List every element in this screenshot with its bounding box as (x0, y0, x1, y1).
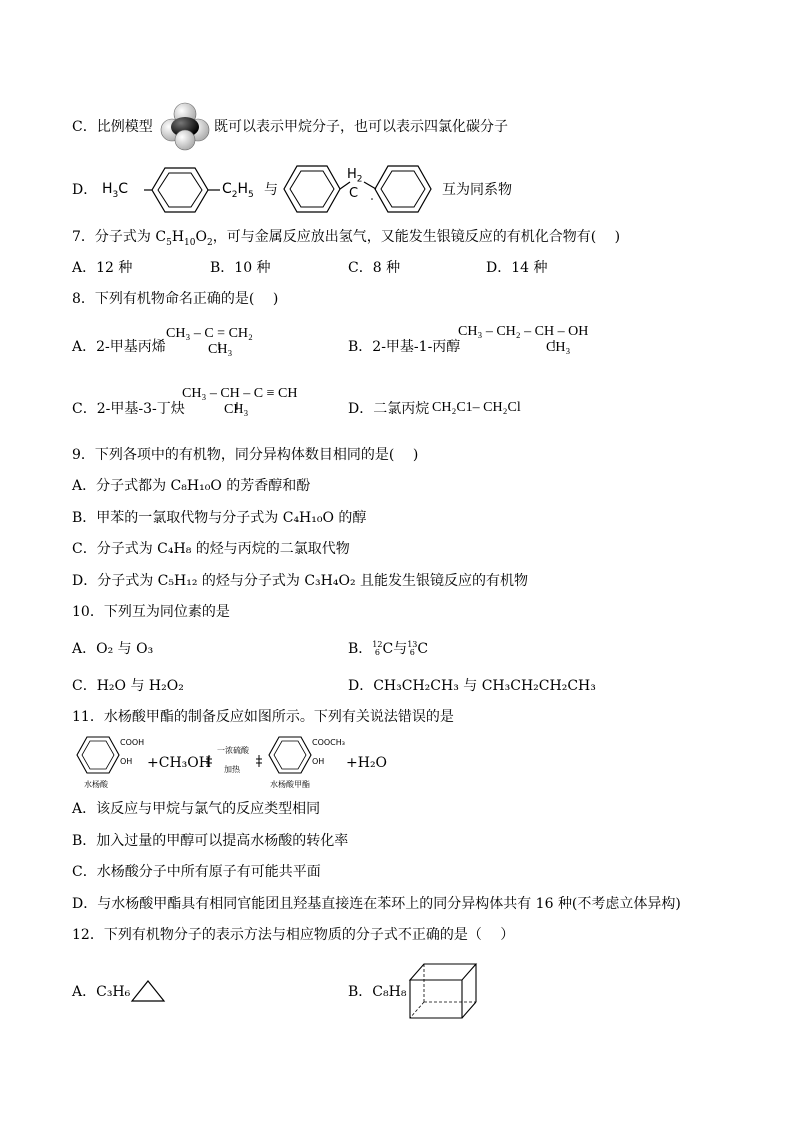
q11-oh2: OH (312, 757, 325, 766)
q9-option-c: C．分子式为 C₄H₈ 的烃与丙烷的二氯取代物 (72, 541, 350, 557)
q11-oh: OH (120, 757, 133, 766)
q10-option-c: C．H₂O 与 H₂O₂ (72, 678, 184, 694)
bond-line (236, 402, 238, 410)
q8-option-d-structure: CH₂C1– CH₂Cl (432, 400, 521, 415)
q9-option-d: D．分子式为 C₅H₁₂ 的烃与分子式为 C₃H₄O₂ 且能发生银镜反应的有机物 (72, 573, 529, 589)
q11-option-b: B．加入过量的甲醇可以提高水杨酸的转化率 (72, 833, 349, 849)
q7-stem: 7．分子式为 $C_5H_{10}O_2$，可与金属反应放出氢气，又能发生银镜反应的有机化合物有( ) (72, 229, 621, 248)
q6-option-d-label: D． (72, 182, 98, 198)
q11-stem: 11．水杨酸甲酯的制备反应如图所示。下列有关说法错误的是 (72, 709, 454, 725)
q9-option-a: A．分子式都为 C₈H₁₀O 的芳香醇和酚 (72, 478, 311, 494)
q7-option-b: B．10 种 (210, 260, 271, 276)
q11-cooh: COOH (120, 738, 145, 747)
benzene-ring-icon (150, 166, 210, 214)
d-ch2-label: $H_2$ C (347, 167, 363, 201)
bond-line (553, 340, 555, 348)
q9-stem: 9．下列各项中的有机物，同分异构体数目相同的是( ) (72, 447, 419, 463)
q8-option-b-structure: CH₃ – CH₂ – CH – OH CH₃ (458, 324, 589, 355)
q7-option-d: D．14 种 (486, 260, 548, 276)
salicylic-acid-ring-icon (76, 736, 120, 774)
q12-stem: 12．下列有机物分子的表示方法与相应物质的分子式不正确的是（ ） (72, 927, 515, 943)
q8-option-c-label: C．2-甲基-3-丁炔 (72, 401, 185, 417)
space-filling-model-icon (158, 100, 212, 152)
q10-option-b: B．12 6 C与13 6 C (348, 640, 429, 657)
q7-option-c: C．8 种 (348, 260, 401, 276)
q12-option-b: B．C₈H₈ (348, 984, 407, 1000)
d-formula-left: $H_3C$ (102, 181, 129, 200)
q8-option-b-label: B．2-甲基-1-丙醇 (348, 339, 461, 355)
d-formula-ethyl: $C_2H_5$ (222, 181, 254, 200)
q10-option-d: D．CH₃CH₂CH₃ 与 CH₃CH₂CH₂CH₃ (348, 678, 596, 694)
q6-d-with: 与 (264, 182, 278, 198)
q11-option-d: D．与水杨酸甲酯具有相同官能团且羟基直接连在苯环上的同分异构体共有 16 种(不考虑立体异构) (72, 896, 681, 912)
q11-reactant-name: 水杨酸 (84, 780, 108, 789)
q11-cooch3: COOCH₃ (312, 738, 345, 747)
q11-condition-top: 一浓硫酸 (217, 746, 249, 755)
q10-stem: 10．下列互为同位素的是 (72, 604, 230, 620)
bond-line (218, 342, 220, 350)
q8-stem: 8．下列有机物命名正确的是( ) (72, 291, 279, 307)
q11-option-c: C．水杨酸分子中所有原子有可能共平面 (72, 864, 321, 880)
methyl-salicylate-ring-icon (268, 736, 312, 774)
q9-option-b: B．甲苯的一氯取代物与分子式为 C₄H₁₀O 的醇 (72, 510, 367, 526)
q8-option-a-structure: CH₃ – C = CH₂ CH₃ (166, 326, 253, 357)
q7-option-a: A．12 种 (72, 260, 133, 276)
cube-icon (408, 962, 478, 1020)
q8-option-d-label: D．二氯丙烷 (348, 401, 430, 417)
q6-option-c-text: 既可以表示甲烷分子，也可以表示四氯化碳分子 (214, 119, 508, 135)
q11-product-name: 水杨酸甲酯 (270, 780, 310, 789)
q8-option-c-structure: CH₃ – CH – C ≡ CH CH₃ (182, 386, 298, 417)
q8-option-a-label: A．2-甲基丙烯 (72, 339, 166, 355)
q10-option-a: A．O₂ 与 O₃ (72, 641, 154, 657)
q11-methanol: +CH₃OH (147, 755, 211, 771)
q6-option-c-label: C．比例模型 (72, 119, 153, 135)
triangle-icon (130, 979, 166, 1003)
q11-option-a: A．该反应与甲烷与氯气的反应类型相同 (72, 801, 321, 817)
q11-water: +H₂O (346, 755, 388, 771)
q11-condition-bottom: 加热 (224, 765, 240, 774)
q12-option-a: A．C₃H₆ (72, 984, 131, 1000)
q6-option-d-text: 互为同系物 (442, 182, 512, 198)
